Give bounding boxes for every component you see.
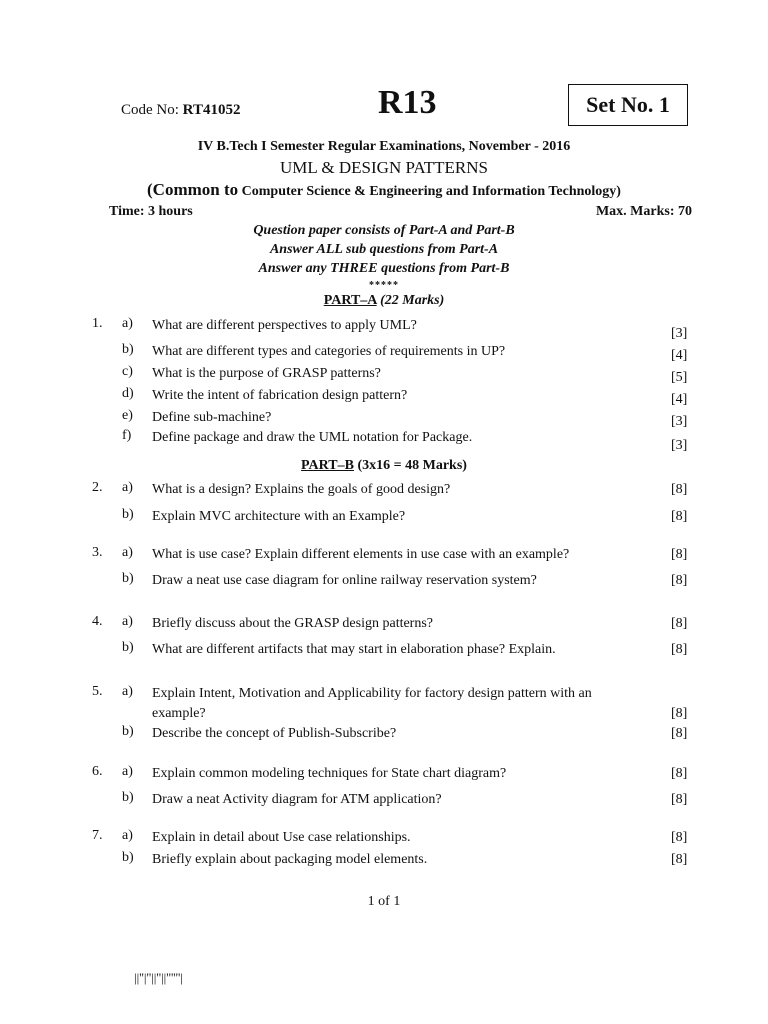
question-number: 7. xyxy=(92,828,103,843)
question-number: 5. xyxy=(92,684,103,699)
question-sub-label: a) xyxy=(122,545,133,560)
question-sub-label: f) xyxy=(122,428,132,443)
question-sub-label: a) xyxy=(122,828,133,843)
question-text: What is use case? Explain different elements in use case with an example? xyxy=(152,547,570,562)
part-a-marks: (22 Marks) xyxy=(380,293,445,308)
question-marks: [8] xyxy=(671,616,688,631)
question-text: Define package and draw the UML notation for Package. xyxy=(152,430,473,445)
barcode: ||''|''||''||''''''| xyxy=(134,970,183,985)
code-value: RT41052 xyxy=(182,102,241,118)
question-sub-label: a) xyxy=(122,684,133,699)
question-text: What are different artifacts that may start in elaboration phase? Explain. xyxy=(152,642,556,657)
part-b-marks: (3x16 = 48 Marks) xyxy=(357,458,467,473)
question-marks: [8] xyxy=(671,792,688,807)
question-sub-label: b) xyxy=(122,571,134,586)
question-text: Draw a neat use case diagram for online railway reservation system? xyxy=(152,573,537,588)
part-a-heading xyxy=(0,293,768,309)
question-number: 6. xyxy=(92,764,103,779)
question-marks: [8] xyxy=(671,766,688,781)
question-text: Draw a neat Activity diagram for ATM application? xyxy=(152,792,442,807)
question-text: Explain in detail about Use case relationships. xyxy=(152,830,411,845)
code-label: Code No: xyxy=(121,102,179,118)
common-branches: Computer Science & Engineering and Information Technology) xyxy=(238,184,621,199)
question-text: What are different perspectives to apply UML? xyxy=(152,318,417,333)
exam-time: Time: 3 hours xyxy=(109,204,193,219)
question-marks: [8] xyxy=(671,482,688,497)
instruction: Question paper consists of Part-A and Part-B xyxy=(253,223,515,238)
question-text: Briefly discuss about the GRASP design patterns? xyxy=(152,616,434,631)
question-text: Explain MVC architecture with an Example? xyxy=(152,509,406,524)
question-text: What is the purpose of GRASP patterns? xyxy=(152,366,381,381)
part-b-label: PART–B xyxy=(301,458,354,473)
question-sub-label: a) xyxy=(122,614,133,629)
question-marks: [3] xyxy=(671,414,688,429)
question-sub-label: b) xyxy=(122,342,134,357)
question-sub-label: d) xyxy=(122,386,134,401)
question-number: 1. xyxy=(92,316,103,331)
question-sub-label: b) xyxy=(122,724,134,739)
question-text: Write the intent of fabrication design pattern? xyxy=(152,388,408,403)
set-number-box: Set No. 1 xyxy=(568,84,688,126)
separator: ***** xyxy=(369,280,399,291)
question-sub-label: b) xyxy=(122,640,134,655)
question-marks: [8] xyxy=(671,642,688,657)
question-marks: [4] xyxy=(671,392,688,407)
question-text: What are different types and categories of requirements in UP? xyxy=(152,344,506,359)
question-sub-label: c) xyxy=(122,364,133,379)
exam-title: IV B.Tech I Semester Regular Examinations, November - 2016 xyxy=(197,139,571,154)
page-number: 1 of 1 xyxy=(367,894,401,909)
instruction: Answer ALL sub questions from Part-A xyxy=(269,242,499,257)
question-marks: [8] xyxy=(671,852,688,867)
question-number: 4. xyxy=(92,614,103,629)
instruction: Answer any THREE questions from Part-B xyxy=(258,261,510,276)
question-sub-label: a) xyxy=(122,480,133,495)
question-number: 2. xyxy=(92,480,103,495)
question-marks: [8] xyxy=(671,573,688,588)
question-marks: [8] xyxy=(671,706,688,721)
part-b-heading xyxy=(0,458,768,474)
common-to xyxy=(0,180,768,200)
question-sub-label: a) xyxy=(122,316,133,331)
question-number: 3. xyxy=(92,545,103,560)
question-text: Briefly explain about packaging model elements. xyxy=(152,852,428,867)
question-sub-label: b) xyxy=(122,507,134,522)
code-number xyxy=(121,102,240,119)
question-marks: [8] xyxy=(671,830,688,845)
common-prefix: (Common to xyxy=(147,180,239,199)
question-text: example? xyxy=(152,706,206,721)
question-marks: [3] xyxy=(671,326,688,341)
subject-title: UML & DESIGN PATTERNS xyxy=(280,158,488,177)
question-marks: [3] xyxy=(671,438,688,453)
question-sub-label: b) xyxy=(122,790,134,805)
question-marks: [5] xyxy=(671,370,688,385)
question-marks: [8] xyxy=(671,547,688,562)
question-sub-label: a) xyxy=(122,764,133,779)
question-marks: [8] xyxy=(671,509,688,524)
part-a-label: PART–A xyxy=(323,293,377,308)
question-text: Explain Intent, Motivation and Applicability for factory design pattern with an xyxy=(152,686,592,701)
question-marks: [8] xyxy=(671,726,688,741)
question-text: Define sub-machine? xyxy=(152,410,272,425)
question-sub-label: e) xyxy=(122,408,133,423)
question-text: Describe the concept of Publish-Subscribe? xyxy=(152,726,397,741)
question-marks: [4] xyxy=(671,348,688,363)
question-text: Explain common modeling techniques for State chart diagram? xyxy=(152,766,507,781)
question-sub-label: b) xyxy=(122,850,134,865)
question-text: What is a design? Explains the goals of good design? xyxy=(152,482,451,497)
max-marks: Max. Marks: 70 xyxy=(595,204,692,219)
regulation: R13 xyxy=(378,84,437,121)
